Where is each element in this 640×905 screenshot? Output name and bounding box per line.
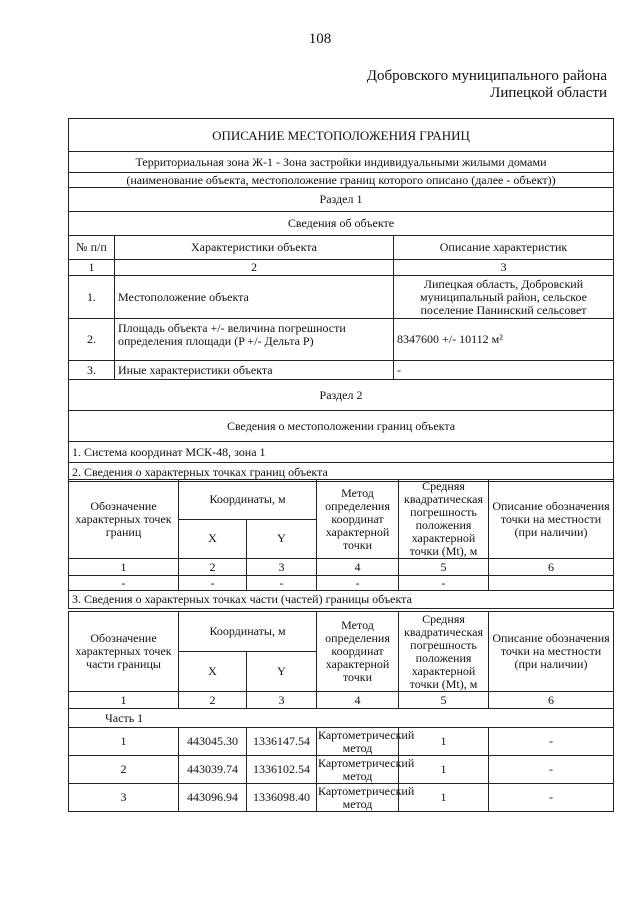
point-method: Картометрический метод xyxy=(318,783,415,811)
table-row xyxy=(69,576,614,591)
header-coordinates: Координаты, м xyxy=(179,480,317,520)
point-description: - xyxy=(489,728,614,756)
col-header-number: № п/п xyxy=(69,236,115,260)
boundary-points-table xyxy=(68,479,614,609)
point-y: - xyxy=(247,576,317,591)
characteristic-value: Липецкая область, Добровский муниципальный район, сельское поселение Панинский сельсовет xyxy=(394,276,614,319)
point-x: 443045.30 xyxy=(179,728,247,756)
point-method: Картометрический метод xyxy=(318,727,415,755)
point-number: 1 xyxy=(69,728,179,756)
header-coordinates: Координаты, м xyxy=(179,612,317,652)
table-row xyxy=(69,361,614,380)
column-index: 2 xyxy=(179,692,247,709)
point-y: 1336098.40 xyxy=(247,784,317,812)
boundary-description-table xyxy=(68,118,614,482)
point-error: 1 xyxy=(399,784,489,812)
header-x: X xyxy=(179,519,247,559)
characteristic-value: - xyxy=(394,361,614,380)
section-1-heading: Раздел 1 xyxy=(69,188,614,212)
column-index: 2 xyxy=(179,559,247,576)
table-row xyxy=(69,276,614,319)
header-y: Y xyxy=(247,519,317,559)
characteristic-value: 8347600 +/- 10112 м² xyxy=(394,319,614,361)
row-number: 2. xyxy=(69,319,115,361)
point-number: 2 xyxy=(69,756,179,784)
point-error: - xyxy=(399,576,489,591)
column-index: 1 xyxy=(69,692,179,709)
point-y: 1336102.54 xyxy=(247,756,317,784)
header-method: Метод определения координат характерной точки xyxy=(317,480,399,559)
column-index: 4 xyxy=(317,692,399,709)
header-designation: Обозначение характерных точек границ xyxy=(69,480,179,559)
header-x: X xyxy=(179,652,247,692)
point-number: 3 xyxy=(69,784,179,812)
column-index: 3 xyxy=(247,559,317,576)
table-row xyxy=(69,728,614,756)
characteristic-name: Иные характеристики объекта xyxy=(115,361,394,380)
header-error: Средняя квадратическая погрешность положения характерной точки (Mt), м xyxy=(399,612,489,692)
point-error: 1 xyxy=(399,756,489,784)
point-error: 1 xyxy=(399,728,489,756)
column-index: 6 xyxy=(489,692,614,709)
header-point-description: Описание обозначения точки на местности (при наличии) xyxy=(489,612,614,692)
object-note: (наименование объекта, местоположение границ которого описано (далее - объект)) xyxy=(69,173,614,188)
col-header-description: Описание характеристик xyxy=(394,236,614,260)
table-row xyxy=(69,784,614,812)
point-description: - xyxy=(489,784,614,812)
header-point-description: Описание обозначения точки на местности (при наличии) xyxy=(489,480,614,559)
characteristic-name: Местоположение объекта xyxy=(115,276,394,319)
point-description xyxy=(489,576,614,591)
column-index: 6 xyxy=(489,559,614,576)
points-section-title: 2. Сведения о характерных точках границ объекта xyxy=(69,463,614,482)
zone-name: Территориальная зона Ж-1 - Зона застройки индивидуальными жилыми домами xyxy=(69,152,614,173)
column-index: 1 xyxy=(69,559,179,576)
table-row xyxy=(69,756,614,784)
point-description: - xyxy=(489,756,614,784)
section-2-title: Сведения о местоположении границ объекта xyxy=(69,411,614,442)
column-index: 5 xyxy=(399,692,489,709)
part-boundary-points-table xyxy=(68,611,614,812)
column-index: 3 xyxy=(394,260,614,276)
header-district: Добровского муниципального района xyxy=(366,68,607,84)
row-number: 1. xyxy=(69,276,115,319)
part-label: Часть 1 xyxy=(69,709,614,728)
header-region: Липецкой области xyxy=(490,85,607,101)
point-x: - xyxy=(179,576,247,591)
point-y: 1336147.54 xyxy=(247,728,317,756)
column-index: 4 xyxy=(317,559,399,576)
coordinate-system: 1. Система координат МСК-48, зона 1 xyxy=(69,442,614,463)
doc-title: ОПИСАНИЕ МЕСТОПОЛОЖЕНИЯ ГРАНИЦ xyxy=(69,119,614,152)
table-row xyxy=(69,319,614,361)
header-y: Y xyxy=(247,652,317,692)
point-method: Картометрический метод xyxy=(318,755,415,783)
column-index: 1 xyxy=(69,260,115,276)
point-x: 443039.74 xyxy=(179,756,247,784)
point-x: 443096.94 xyxy=(179,784,247,812)
column-index: 5 xyxy=(399,559,489,576)
characteristic-name: Площадь объекта +/- величина погрешности определения площади (P +/- Дельта P) xyxy=(118,320,346,348)
parts-section-title: 3. Сведения о характерных точках части (частей) границы объекта xyxy=(69,591,614,609)
header-error: Средняя квадратическая погрешность положения характерной точки (Mt), м xyxy=(399,480,489,559)
col-header-characteristic: Характеристики объекта xyxy=(115,236,394,260)
column-index: 3 xyxy=(247,692,317,709)
column-index: 2 xyxy=(115,260,394,276)
header-method: Метод определения координат характерной точки xyxy=(317,612,399,692)
point-method: - xyxy=(317,576,399,591)
page-number: 108 xyxy=(308,31,332,47)
section-2-heading: Раздел 2 xyxy=(69,380,614,411)
header-designation: Обозначение характерных точек части границы xyxy=(69,612,179,692)
point-number: - xyxy=(69,576,179,591)
row-number: 3. xyxy=(69,361,115,380)
section-1-title: Сведения об объекте xyxy=(69,212,614,236)
